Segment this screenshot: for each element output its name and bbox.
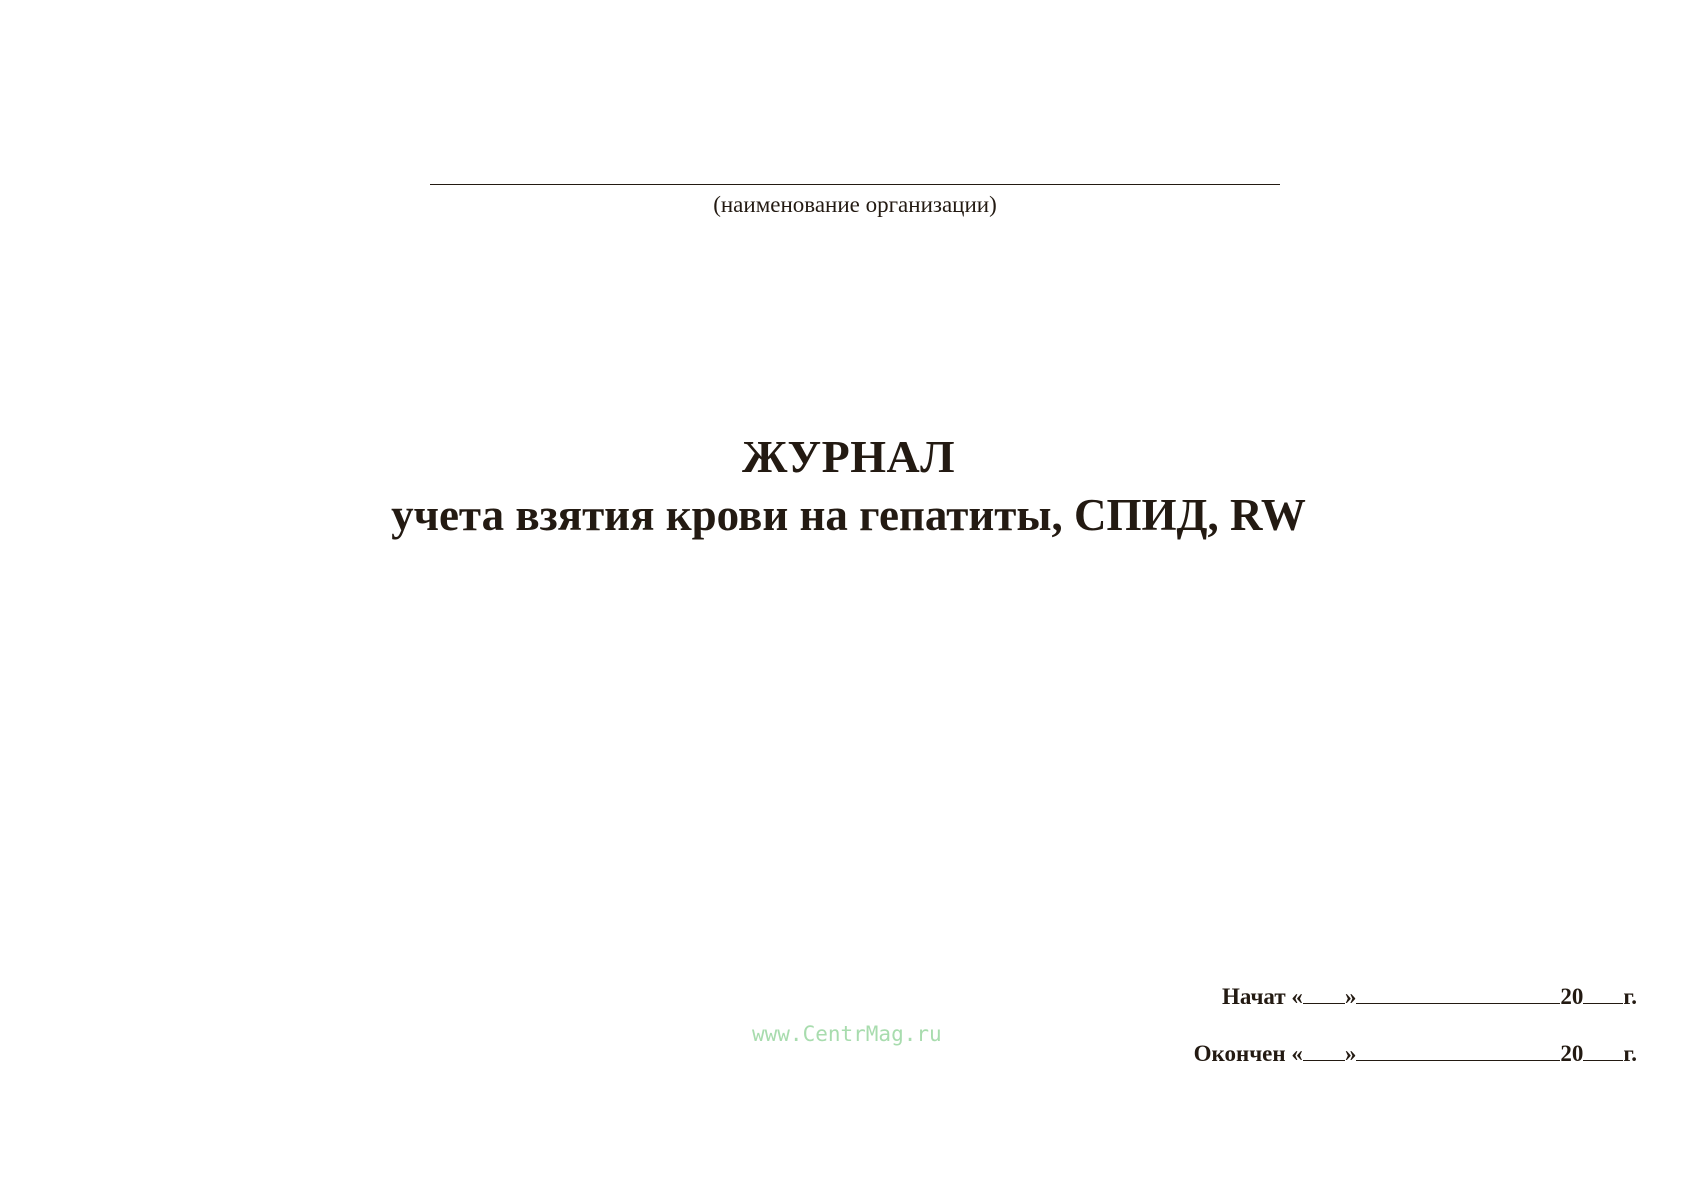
organization-caption: (наименование организации) [713, 192, 997, 217]
watermark: www.CentrMag.ru [752, 1022, 942, 1046]
dates-block [1194, 983, 1637, 1068]
century-prefix: 20 [1560, 984, 1584, 1009]
month-blank [1356, 983, 1560, 1004]
organization-block [430, 184, 1280, 219]
ended-label: Окончен [1193, 1041, 1286, 1066]
ended-date-row [1194, 1040, 1637, 1068]
century-prefix: 20 [1560, 1041, 1584, 1066]
year-suffix: г. [1623, 1041, 1637, 1066]
quote-close: » [1344, 1041, 1357, 1066]
quote-close: » [1344, 984, 1357, 1009]
quote-open: « [1291, 1041, 1303, 1066]
month-blank [1356, 1040, 1560, 1061]
journal-title-block [0, 428, 1697, 544]
journal-title: ЖУРНАЛ [742, 431, 955, 482]
year-suffix: г. [1623, 984, 1637, 1009]
day-blank [1303, 983, 1345, 1004]
started-date-row [1194, 983, 1637, 1011]
started-label: Начат [1221, 984, 1286, 1009]
quote-open: « [1291, 984, 1303, 1009]
organization-name-line [430, 184, 1280, 185]
year-blank [1583, 1040, 1623, 1061]
day-blank [1303, 1040, 1345, 1061]
year-blank [1583, 983, 1623, 1004]
journal-subtitle: учета взятия крови на гепатиты, СПИД, RW [391, 490, 1306, 540]
